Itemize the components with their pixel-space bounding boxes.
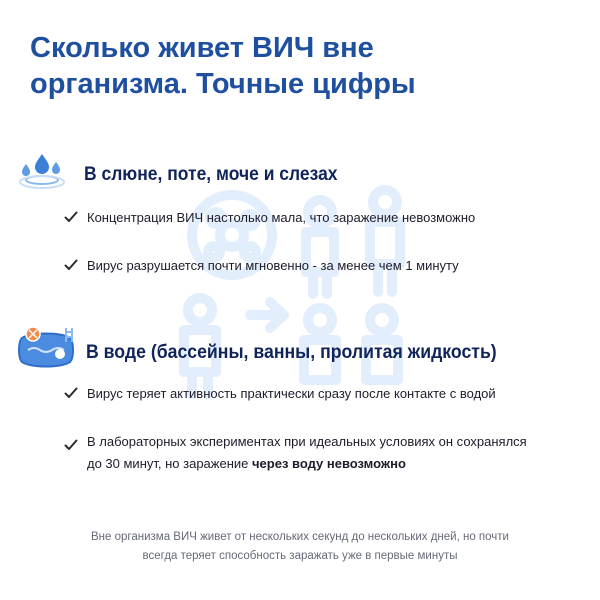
footer-line-1: Вне организма ВИЧ живет от нескольких секунд до нескольких дней, но почти <box>91 531 509 543</box>
section-heading-fluids: В слюне, поте, моче и слезах <box>84 164 338 185</box>
bullet-fluids-destruction: Вирус разрушается почти мгновенно - за менее чем 1 минуту <box>87 258 459 273</box>
bullet-water-lab-emphasis: через воду невозможно <box>252 456 406 471</box>
bullet-fluids-concentration: Концентрация ВИЧ настолько мала, что заражение невозможно <box>87 210 476 225</box>
title-line-2: организма. Точные цифры <box>30 68 416 100</box>
swimming-pool-icon <box>16 322 76 368</box>
checkmark-icon <box>64 210 78 224</box>
bullet-water-lab <box>87 431 527 475</box>
bullet-water-lab-line-1: В лабораторных экспериментах при идеальных условиях он сохранялся <box>87 434 527 449</box>
page-title <box>30 30 550 102</box>
bullet-water-lab-line-2-prefix: до 30 минут, но заражение <box>87 456 252 471</box>
checkmark-icon <box>64 386 78 400</box>
footer-line-2: всегда теряет способность заражать уже в первые минуты <box>142 550 458 562</box>
title-line-1: Сколько живет ВИЧ вне <box>30 32 374 64</box>
water-drops-icon <box>18 150 66 190</box>
checkmark-icon <box>64 438 78 452</box>
bullet-water-activity: Вирус теряет активность практически сразу после контакте с водой <box>87 386 496 401</box>
section-heading-water: В воде (бассейны, ванны, пролитая жидкость) <box>86 342 497 363</box>
checkmark-icon <box>64 258 78 272</box>
arrow-icon <box>250 302 284 328</box>
footer-note <box>40 528 560 566</box>
